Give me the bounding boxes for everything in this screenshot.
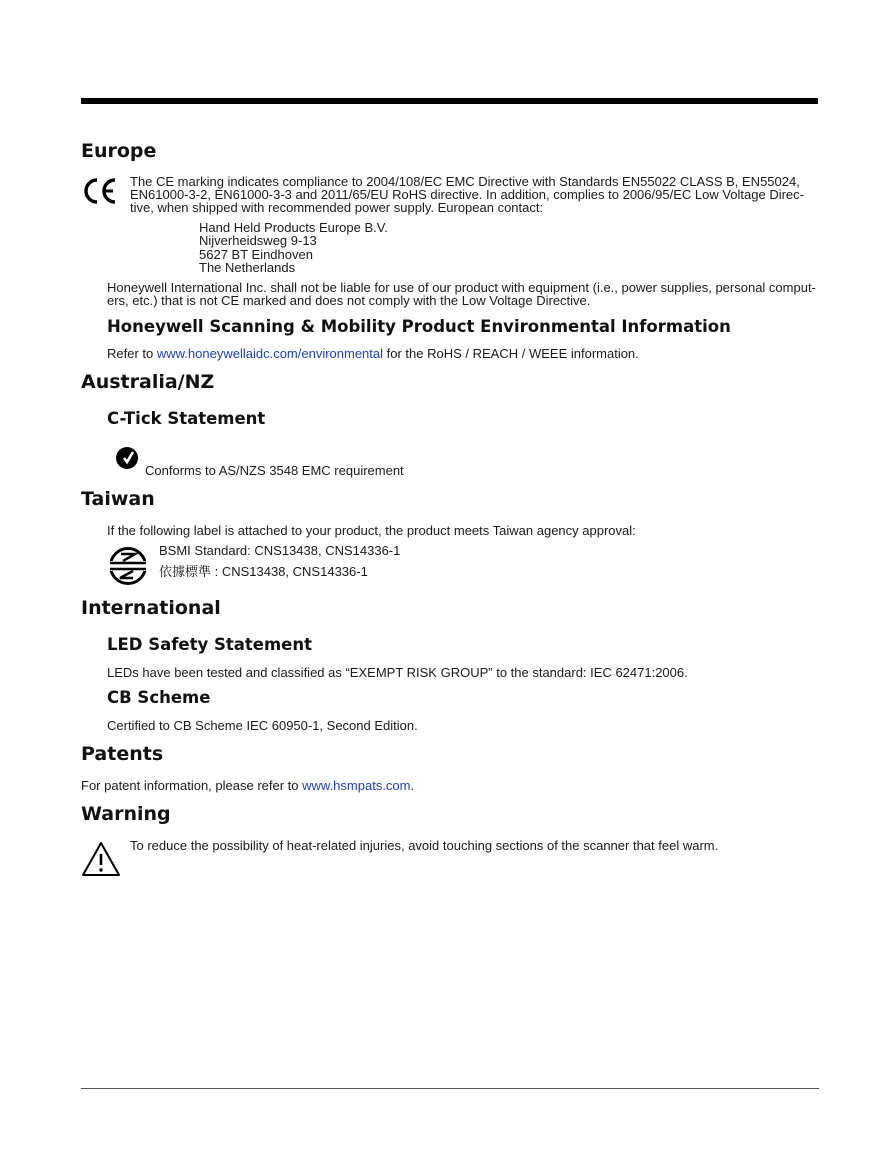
liability-line: ers, etc.) that is not CE marked and does not comply with the Low Voltage Directive. [107,293,591,308]
environmental-text [107,347,639,360]
led-safety-heading: LED Safety Statement [107,635,313,654]
address-line: 5627 BT Eindhoven [199,246,313,262]
liability-line: Honeywell International Inc. shall not be liable for use of our product with equipment (i.e., power supplies, personal comput- [107,280,816,295]
c-tick-text: Conforms to AS/NZS 3548 EMC requirement [145,463,404,478]
european-contact-address [199,221,388,275]
bsmi-standard-text: BSMI Standard: CNS13438, CNS14336-1 [159,543,401,558]
top-rule [81,98,818,104]
ce-paragraph [130,175,804,214]
led-safety-text: LEDs have been tested and classified as “EXEMPT RISK GROUP” to the standard: IEC 62471:2006. [107,665,688,680]
bsmi-standard-text-chinese: 依據標準 : CNS13438, CNS14336-1 [159,564,368,579]
patents-link[interactable]: www.hsmpats.com [302,778,411,793]
environmental-heading: Honeywell Scanning & Mobility Product Environmental Information [107,317,731,336]
taiwan-intro: If the following label is attached to your product, the product meets Taiwan agency approval: [107,523,636,538]
cb-scheme-text: Certified to CB Scheme IEC 60950-1, Second Edition. [107,718,418,733]
address-line: Nijverheidsweg 9-13 [199,233,317,249]
environmental-text-after: for the RoHS / REACH / WEEE information. [383,346,639,361]
cb-scheme-heading: CB Scheme [107,688,211,707]
patents-text-after: . [410,778,415,793]
liability-paragraph [107,281,816,307]
environmental-link[interactable]: www.honeywellaidc.com/environmental [156,346,384,361]
taiwan-heading: Taiwan [81,488,155,510]
warning-text: To reduce the possibility of heat-related injuries, avoid touching sections of the scanner that feel warm. [130,838,719,853]
warning-triangle-icon [81,841,121,877]
address-line: Hand Held Products Europe B.V. [199,220,388,235]
ce-line: The CE marking indicates compliance to 2004/108/EC EMC Directive with Standards EN55022 CLASS B, EN55024, [130,174,800,189]
address-line: The Netherlands [199,260,296,276]
international-heading: International [81,597,221,619]
patents-heading: Patents [81,743,164,765]
c-tick-heading: C-Tick Statement [107,409,266,428]
ce-mark-icon [82,177,118,205]
bsmi-mark-icon [107,546,149,586]
warning-heading: Warning [81,803,171,825]
ce-line: tive, when shipped with recommended power supply. European contact: [130,200,544,215]
patents-text [81,779,414,792]
europe-heading: Europe [81,140,157,162]
environmental-text-before: Refer to [107,346,157,361]
c-tick-icon [115,446,139,470]
ce-line: EN61000-3-2, EN61000-3-3 and 2011/65/EU RoHS directive. In addition, complies to 2006/95/EC Low Voltage Direc- [130,187,804,202]
patents-text-before: For patent information, please refer to [81,778,303,793]
bottom-rule [81,1088,819,1089]
australia-heading: Australia/NZ [81,371,215,393]
